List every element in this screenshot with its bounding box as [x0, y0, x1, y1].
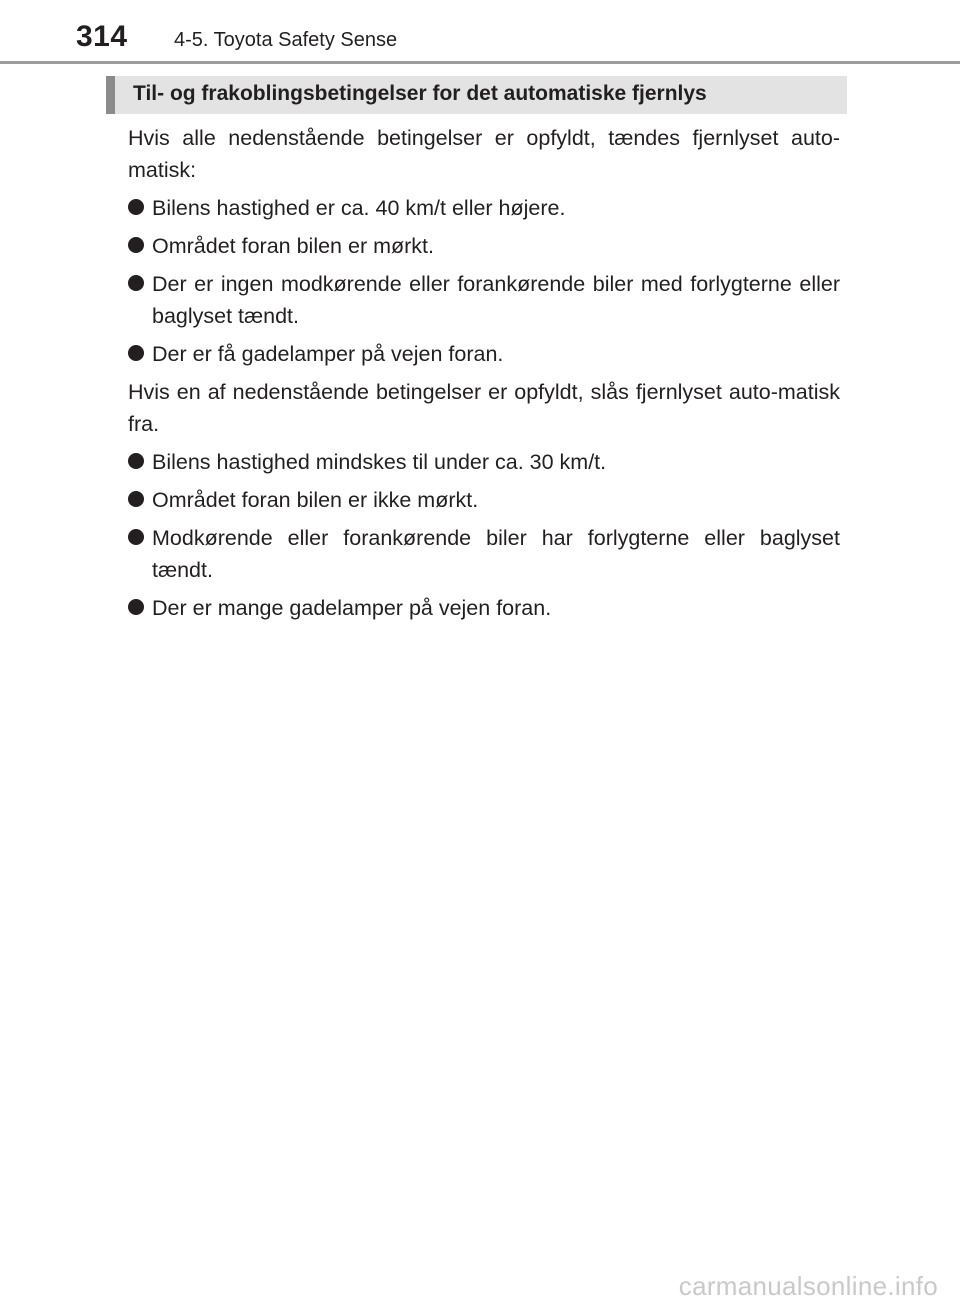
activation-condition-item [128, 230, 840, 262]
condition-text: Bilens hastighed er ca. 40 km/t eller højere. [152, 196, 566, 220]
deactivation-condition-item [128, 592, 840, 624]
condition-text: Der er få gadelamper på vejen foran. [152, 342, 504, 366]
body-content [128, 122, 840, 630]
watermark: carmanualsonline.info [678, 1271, 938, 1301]
condition-text: Der er mange gadelamper på vejen foran. [152, 596, 552, 620]
bullet-icon [128, 529, 144, 545]
condition-text: Der er ingen modkørende eller forankørende biler med forlygterne eller baglyset tændt. [152, 272, 840, 328]
bullet-icon [128, 599, 144, 615]
subsection-heading [106, 76, 847, 114]
condition-text: Området foran bilen er ikke mørkt. [152, 488, 479, 512]
page-number: 314 [76, 20, 128, 53]
section-title: 4-5. Toyota Safety Sense [174, 29, 398, 51]
bullet-icon [128, 275, 144, 291]
bullet-icon [128, 345, 144, 361]
bullet-icon [128, 237, 144, 253]
activation-condition-item [128, 192, 840, 224]
header-divider [0, 61, 960, 64]
deactivation-condition-item [128, 522, 840, 586]
subsection-heading-text: Til- og frakoblingsbetingelser for det automatiske fjernlys [133, 82, 707, 105]
condition-text: Bilens hastighed mindskes til under ca. 30 km/t. [152, 450, 607, 474]
deactivation-intro: Hvis en af nedenstående betingelser er opfyldt, slås fjernlyset auto-matisk fra. [128, 380, 840, 436]
bullet-icon [128, 199, 144, 215]
activation-condition-item [128, 338, 840, 370]
activation-intro: Hvis alle nedenstående betingelser er opfyldt, tændes fjernlyset auto-matisk: [128, 126, 840, 182]
bullet-icon [128, 491, 144, 507]
activation-condition-item [128, 268, 840, 332]
condition-text: Modkørende eller forankørende biler har forlygterne eller baglyset tændt. [152, 526, 840, 582]
deactivation-condition-item [128, 484, 840, 516]
bullet-icon [128, 453, 144, 469]
deactivation-condition-item [128, 446, 840, 478]
condition-text: Området foran bilen er mørkt. [152, 234, 434, 258]
